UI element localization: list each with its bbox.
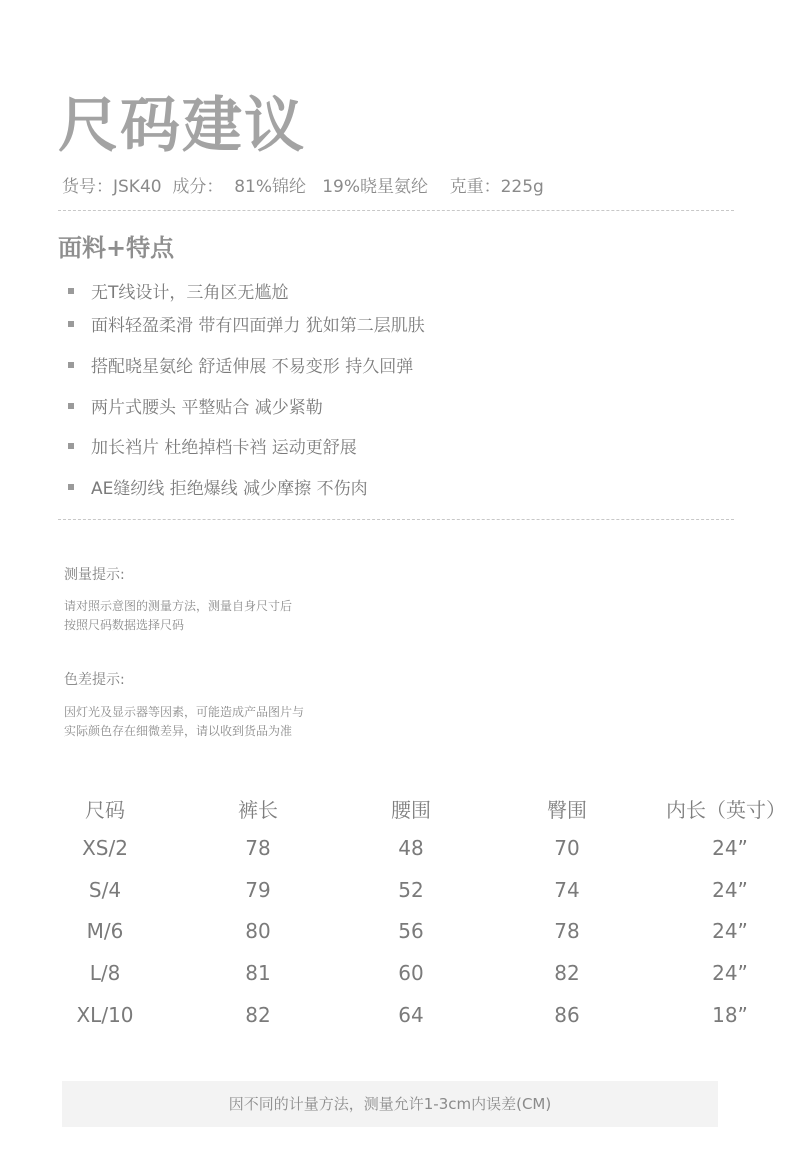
header-waist: 腰围 (391, 798, 431, 822)
feature-text: 加长裆片 杜绝掉档卡裆 运动更舒展 (91, 438, 357, 458)
table-row (0, 911, 800, 951)
product-specs: 货号：JSK40 成分： 81%锦纶 19%晓星氨纶 克重：225g (62, 177, 544, 197)
table-cell: 79 (245, 878, 271, 902)
table-cell: 86 (554, 1003, 580, 1027)
table-row (0, 828, 800, 868)
table-cell: 24” (712, 836, 748, 860)
page-title: 尺码建议 (58, 91, 306, 161)
table-cell: M/6 (86, 919, 124, 943)
feature-text: 面料轻盈柔滑 带有四面弹力 犹如第二层肌肤 (91, 316, 425, 336)
table-cell: 52 (398, 878, 424, 902)
feature-item (68, 311, 425, 336)
table-header-row (0, 790, 800, 830)
features-heading: 面料+特点 (58, 234, 175, 262)
bullet-icon (68, 403, 74, 409)
feature-item (68, 433, 357, 458)
table-cell: 24” (712, 919, 748, 943)
table-cell: 48 (398, 836, 424, 860)
table-cell: L/8 (89, 961, 121, 985)
table-cell: 82 (554, 961, 580, 985)
table-cell: 64 (398, 1003, 424, 1027)
footer-note: 因不同的计量方法，测量允许1-3cm内误差(CM) (228, 1095, 552, 1113)
feature-item (68, 352, 413, 377)
table-row (0, 870, 800, 910)
measure-tip-line: 按照尺码数据选择尺码 (64, 618, 185, 632)
measure-tip-title: 测量提示: (64, 567, 125, 583)
feature-item (68, 393, 323, 418)
table-row (0, 995, 800, 1035)
divider-top (58, 210, 734, 211)
bullet-icon (68, 288, 74, 294)
bullet-icon (68, 362, 74, 368)
table-cell: S/4 (88, 878, 122, 902)
table-cell: 81 (245, 961, 271, 985)
header-size: 尺码 (85, 798, 125, 822)
header-inseam: 内长（英寸） (666, 798, 786, 822)
feature-text: AE缝纫线 拒绝爆线 减少摩擦 不伤肉 (91, 479, 368, 499)
table-cell: 82 (245, 1003, 271, 1027)
measure-tip-body (64, 597, 292, 635)
footer-note-box (62, 1081, 718, 1127)
measure-tip-line: 请对照示意图的测量方法，测量自身尺寸后 (64, 599, 293, 613)
divider-bottom (58, 519, 734, 520)
color-tip-title: 色差提示: (64, 672, 125, 688)
bullet-icon (68, 484, 74, 490)
table-cell: 56 (398, 919, 424, 943)
table-cell: 80 (245, 919, 271, 943)
feature-text: 搭配晓星氨纶 舒适伸展 不易变形 持久回弹 (91, 357, 414, 377)
table-cell: 78 (554, 919, 580, 943)
table-row (0, 953, 800, 993)
feature-item (68, 278, 288, 303)
table-cell: XS/2 (82, 836, 128, 860)
table-cell: 60 (398, 961, 424, 985)
table-cell: 70 (554, 836, 580, 860)
header-length: 裤长 (238, 798, 278, 822)
feature-text: 两片式腰头 平整贴合 减少紧勒 (91, 398, 323, 418)
table-cell: 78 (245, 836, 271, 860)
table-cell: 24” (712, 878, 748, 902)
table-cell: 18” (712, 1003, 748, 1027)
color-tip-line: 因灯光及显示器等因素，可能造成产品图片与 (64, 705, 305, 719)
bullet-icon (68, 321, 74, 327)
header-hip: 臀围 (547, 798, 587, 822)
table-cell: XL/10 (76, 1003, 134, 1027)
feature-item (68, 474, 368, 499)
color-tip-body (64, 703, 304, 741)
table-cell: 24” (712, 961, 748, 985)
table-cell: 74 (554, 878, 580, 902)
feature-text: 无T线设计，三角区无尴尬 (91, 283, 289, 303)
bullet-icon (68, 443, 74, 449)
color-tip-line: 实际颜色存在细微差异，请以收到货品为准 (64, 724, 293, 738)
